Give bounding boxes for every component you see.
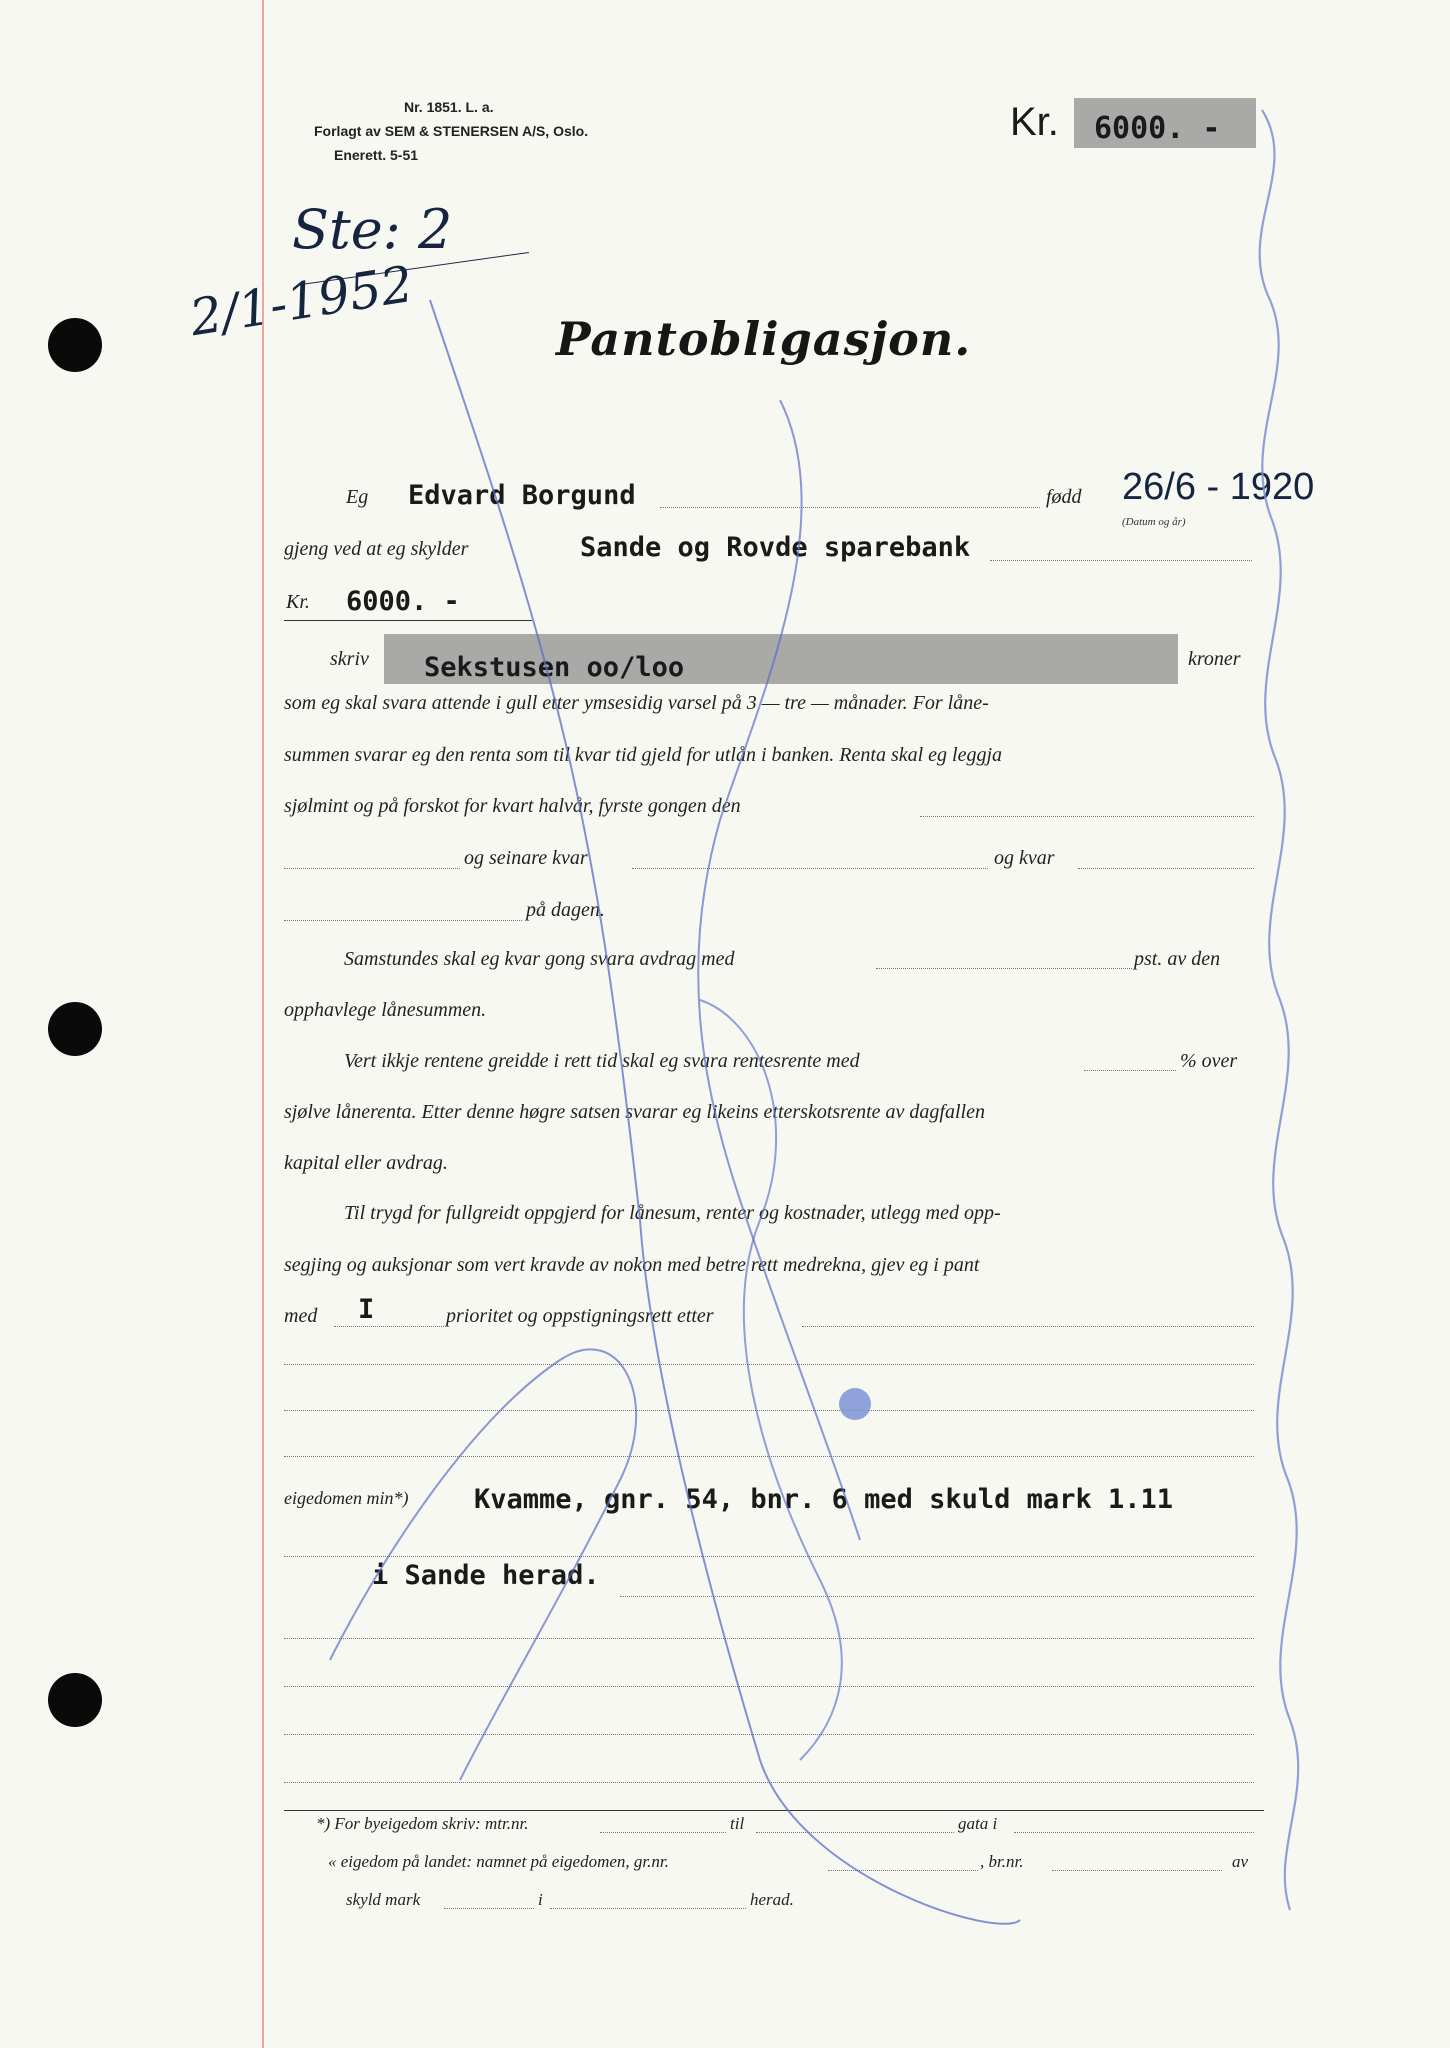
date-caption: (Datum og år): [1122, 516, 1186, 528]
amount-value: 6000. -: [346, 586, 460, 617]
property-line-2: i Sande herad.: [372, 1560, 600, 1591]
body-line: sjølve lånerenta. Etter denne høgre satsen svarar eg likeins etterskotsrente av dagfallen: [284, 1101, 985, 1123]
form-number: Nr. 1851. L. a.: [404, 99, 494, 115]
pen-scrawl: [698, 400, 860, 1540]
handwritten-date: 2/1-1952: [186, 254, 417, 348]
footnote-line: , br.nr.: [980, 1852, 1024, 1871]
document-title: Pantobligasjon.: [556, 312, 972, 366]
footnote-line: *) For byeigedom skriv: mtr.nr.: [316, 1814, 529, 1833]
body-line: med: [284, 1305, 318, 1327]
debtor-label: Eg: [346, 486, 369, 508]
debtor-name: Edvard Borgund: [408, 480, 636, 511]
body-line: prioritet og oppstigningsrett etter: [446, 1305, 714, 1327]
kroner-label: kroner: [1188, 648, 1241, 670]
footnote-line: i: [538, 1890, 543, 1909]
pen-scrawl: [330, 1349, 636, 1780]
words-label: skriv: [330, 648, 369, 670]
pen-scrawl: [700, 1000, 842, 1760]
footnote-line: gata i: [958, 1814, 998, 1833]
priority-value: I: [358, 1294, 375, 1325]
body-line: opphavlege lånesummen.: [284, 999, 487, 1021]
body-line: på dagen.: [526, 899, 605, 921]
footnote-line: herad.: [750, 1890, 794, 1909]
amount-words: Sekstusen oo/loo: [424, 652, 685, 683]
pen-scrawl: [430, 300, 1020, 1924]
ink-blot: [839, 1388, 871, 1420]
body-line: segjing og auksjonar som vert kravde av nokon med betre rett medrekna, gjev eg i pant: [284, 1254, 980, 1276]
footnote-line: av: [1232, 1852, 1249, 1871]
property-label: eigedomen min*): [284, 1488, 409, 1508]
amount-kr-label: Kr.: [286, 591, 310, 613]
body-line: og seinare kvar: [464, 847, 588, 869]
footnote-line: til: [730, 1814, 745, 1833]
footnote-line: « eigedom på landet: namnet på eigedomen, gr.nr.: [328, 1852, 669, 1871]
creditor-label: gjeng ved at eg skylder: [284, 538, 469, 560]
header-kr-label: Kr.: [1010, 100, 1059, 144]
property-line-1: Kvamme, gnr. 54, bnr. 6 med skuld mark 1.11: [474, 1484, 1173, 1515]
birth-date: 26/6 - 1920: [1122, 466, 1315, 508]
born-label: fødd: [1046, 486, 1082, 508]
body-line: summen svarar eg den renta som til kvar tid gjeld for utlån i banken. Renta skal eg leggja: [284, 744, 1003, 766]
body-line: kapital eller avdrag.: [284, 1152, 448, 1174]
publisher-line: Forlagt av SEM & STENERSEN A/S, Oslo.: [314, 123, 589, 139]
rights-line: Enerett. 5-51: [334, 147, 419, 163]
body-line: Vert ikkje rentene greidde i rett tid skal eg svara rentesrente med: [344, 1050, 860, 1072]
body-line: % over: [1180, 1050, 1238, 1072]
wavy-margin-stroke: [1260, 110, 1299, 1910]
body-line: Samstundes skal eg kvar gong svara avdrag med: [344, 948, 735, 970]
creditor-name: Sande og Rovde sparebank: [580, 532, 971, 563]
body-line: pst. av den: [1134, 948, 1221, 970]
header-amount-value: 6000. -: [1094, 111, 1221, 146]
body-line: Til trygd for fullgreidt oppgjerd for lånesum, renter og kostnader, utlegg med opp-: [344, 1202, 1001, 1224]
body-line: sjølmint og på forskot for kvart halvår, fyrste gongen den: [284, 795, 741, 817]
footnote-line: skyld mark: [346, 1890, 421, 1909]
body-line: og kvar: [994, 847, 1055, 869]
body-line: som eg skal svara attende i gull etter ymsesidig varsel på 3 — tre — månader. For låne-: [284, 692, 989, 714]
handwritten-reference: Ste: 2: [292, 198, 453, 261]
